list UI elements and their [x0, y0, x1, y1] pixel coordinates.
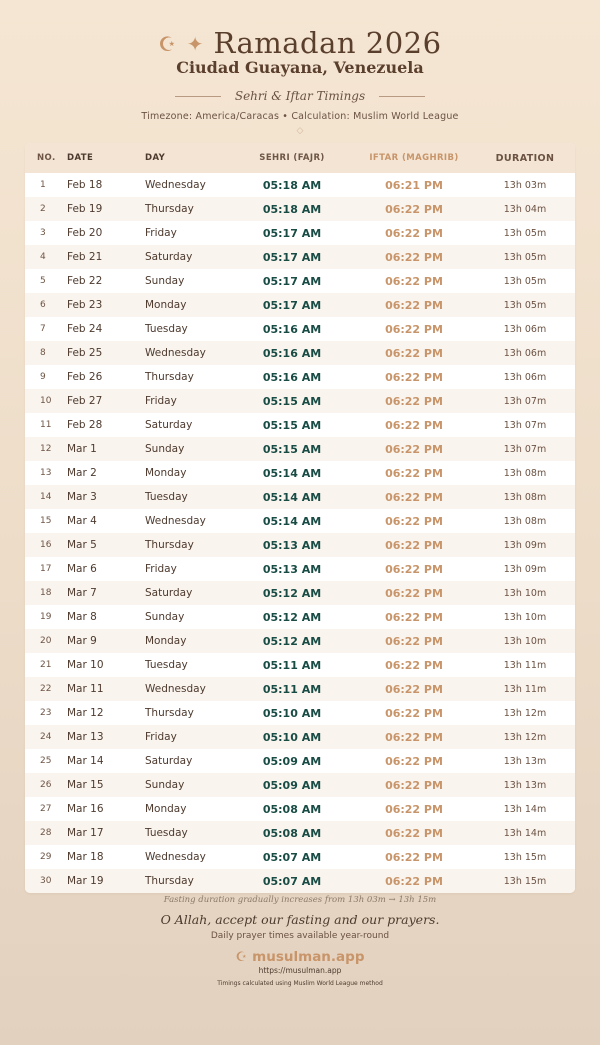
subtitle-row	[0, 89, 600, 103]
row-iftar-time: 06:22 PM	[385, 610, 443, 624]
row-date: Feb 21	[67, 251, 103, 263]
table-row	[25, 845, 575, 869]
table-row	[25, 629, 575, 653]
row-duration: 13h 08m	[503, 491, 547, 503]
row-no: 9	[40, 372, 46, 382]
row-no: 10	[40, 396, 52, 406]
page-header	[0, 0, 600, 138]
row-duration: 13h 06m	[503, 347, 547, 359]
row-day: Monday	[145, 467, 187, 479]
row-date: Feb 24	[67, 323, 103, 335]
row-date: Feb 27	[67, 395, 103, 407]
row-day: Wednesday	[145, 179, 206, 191]
row-sehri-time: 05:16 AM	[262, 322, 322, 336]
row-iftar-time: 06:22 PM	[385, 874, 443, 888]
table-row	[25, 605, 575, 629]
row-day: Friday	[145, 395, 177, 407]
row-iftar-time: 06:22 PM	[385, 754, 443, 768]
row-duration: 13h 03m	[503, 179, 547, 191]
row-iftar-time: 06:22 PM	[385, 514, 443, 528]
row-duration: 13h 09m	[503, 539, 547, 551]
row-date: Mar 14	[67, 755, 104, 767]
row-no: 7	[40, 324, 46, 334]
row-day: Sunday	[145, 275, 185, 287]
table-row	[25, 653, 575, 677]
row-date: Mar 19	[67, 875, 104, 887]
row-date: Mar 10	[67, 659, 104, 671]
row-iftar-time: 06:22 PM	[385, 346, 443, 360]
row-no: 13	[40, 468, 52, 478]
row-sehri-time: 05:17 AM	[262, 298, 322, 312]
row-iftar-time: 06:22 PM	[385, 226, 443, 240]
timings-table	[25, 143, 575, 893]
row-duration: 13h 14m	[503, 827, 547, 839]
row-no: 4	[40, 252, 46, 262]
row-iftar-time: 06:22 PM	[385, 274, 443, 288]
method-note: Timings calculated using Muslim World League method	[217, 980, 383, 987]
row-iftar-time: 06:22 PM	[385, 826, 443, 840]
row-no: 15	[40, 516, 52, 526]
row-date: Mar 16	[67, 803, 104, 815]
table-row	[25, 557, 575, 581]
row-sehri-time: 05:18 AM	[262, 178, 322, 192]
row-sehri-time: 05:12 AM	[262, 610, 322, 624]
row-sehri-time: 05:11 AM	[262, 682, 322, 696]
title-row	[0, 26, 600, 60]
row-sehri-time: 05:14 AM	[262, 490, 322, 504]
table-row	[25, 269, 575, 293]
table-row	[25, 533, 575, 557]
row-day: Saturday	[145, 251, 193, 263]
row-day: Friday	[145, 563, 177, 575]
row-day: Saturday	[145, 755, 193, 767]
header-sehri: SEHRI (FAJR)	[259, 153, 325, 163]
row-no: 19	[40, 612, 52, 622]
row-day: Thursday	[145, 875, 194, 887]
row-iftar-time: 06:22 PM	[385, 202, 443, 216]
row-sehri-time: 05:11 AM	[262, 658, 322, 672]
row-date: Feb 23	[67, 299, 103, 311]
row-sehri-time: 05:16 AM	[262, 346, 322, 360]
row-day: Thursday	[145, 371, 194, 383]
row-no: 18	[40, 588, 52, 598]
row-duration: 13h 10m	[503, 635, 547, 647]
row-day: Thursday	[145, 707, 194, 719]
row-date: Mar 11	[67, 683, 104, 695]
row-day: Saturday	[145, 587, 193, 599]
table-row	[25, 365, 575, 389]
row-iftar-time: 06:21 PM	[385, 178, 443, 192]
header-duration: DURATION	[495, 152, 555, 164]
row-date: Feb 26	[67, 371, 103, 383]
row-day: Friday	[145, 731, 177, 743]
table-row	[25, 509, 575, 533]
row-no: 2	[40, 204, 46, 214]
row-sehri-time: 05:18 AM	[262, 202, 322, 216]
website-link[interactable]: https://musulman.app	[258, 966, 342, 975]
row-date: Feb 25	[67, 347, 103, 359]
row-no: 21	[40, 660, 52, 670]
table-row	[25, 341, 575, 365]
row-no: 29	[40, 852, 52, 862]
row-date: Feb 22	[67, 275, 103, 287]
row-day: Monday	[145, 635, 187, 647]
row-duration: 13h 11m	[503, 683, 547, 695]
row-sehri-time: 05:16 AM	[262, 370, 322, 384]
row-iftar-time: 06:22 PM	[385, 730, 443, 744]
row-duration: 13h 05m	[503, 275, 547, 287]
divider-left	[175, 96, 221, 97]
row-day: Monday	[145, 803, 187, 815]
row-no: 27	[40, 804, 52, 814]
row-sehri-time: 05:09 AM	[262, 778, 322, 792]
row-date: Mar 4	[67, 515, 97, 527]
row-iftar-time: 06:22 PM	[385, 466, 443, 480]
row-duration: 13h 07m	[503, 395, 547, 407]
row-sehri-time: 05:13 AM	[262, 538, 322, 552]
dua-text: O Allah, accept our fasting and our prayers.	[160, 912, 440, 927]
row-duration: 13h 12m	[503, 731, 547, 743]
row-no: 30	[40, 876, 52, 886]
row-no: 1	[40, 180, 46, 190]
table-row	[25, 581, 575, 605]
crescent-star-icon: ☪ ✦	[158, 32, 206, 56]
row-sehri-time: 05:07 AM	[262, 850, 322, 864]
table-row	[25, 413, 575, 437]
row-date: Mar 7	[67, 587, 97, 599]
row-duration: 13h 07m	[503, 419, 547, 431]
row-duration: 13h 08m	[503, 515, 547, 527]
row-no: 22	[40, 684, 52, 694]
header-day: DAY	[145, 153, 166, 163]
row-day: Thursday	[145, 203, 194, 215]
row-iftar-time: 06:22 PM	[385, 682, 443, 696]
row-duration: 13h 05m	[503, 251, 547, 263]
row-duration: 13h 08m	[503, 467, 547, 479]
row-iftar-time: 06:22 PM	[385, 562, 443, 576]
row-iftar-time: 06:22 PM	[385, 706, 443, 720]
row-iftar-time: 06:22 PM	[385, 250, 443, 264]
row-iftar-time: 06:22 PM	[385, 658, 443, 672]
brand-row[interactable]	[0, 949, 600, 965]
row-day: Tuesday	[145, 659, 188, 671]
row-date: Feb 20	[67, 227, 103, 239]
row-iftar-time: 06:22 PM	[385, 778, 443, 792]
row-duration: 13h 12m	[503, 707, 547, 719]
table-row	[25, 701, 575, 725]
row-no: 20	[40, 636, 52, 646]
table-row	[25, 869, 575, 893]
row-sehri-time: 05:14 AM	[262, 514, 322, 528]
row-duration: 13h 11m	[503, 659, 547, 671]
row-duration: 13h 10m	[503, 611, 547, 623]
row-sehri-time: 05:12 AM	[262, 634, 322, 648]
row-duration: 13h 15m	[503, 851, 547, 863]
header-iftar: IFTAR (MAGHRIB)	[369, 153, 459, 163]
row-day: Monday	[145, 299, 187, 311]
row-date: Mar 9	[67, 635, 97, 647]
row-sehri-time: 05:10 AM	[262, 730, 322, 744]
table-row	[25, 245, 575, 269]
table-row	[25, 197, 575, 221]
row-duration: 13h 09m	[503, 563, 547, 575]
row-no: 17	[40, 564, 52, 574]
row-day: Wednesday	[145, 683, 206, 695]
row-no: 24	[40, 732, 52, 742]
row-sehri-time: 05:15 AM	[262, 394, 322, 408]
row-duration: 13h 13m	[503, 779, 547, 791]
row-iftar-time: 06:22 PM	[385, 634, 443, 648]
duration-note: Fasting duration gradually increases from 13h 03m → 13h 15m	[163, 895, 437, 905]
row-date: Feb 18	[67, 179, 103, 191]
row-date: Mar 17	[67, 827, 104, 839]
row-duration: 13h 14m	[503, 803, 547, 815]
row-sehri-time: 05:12 AM	[262, 586, 322, 600]
crescent-icon: ☪	[235, 949, 248, 965]
row-day: Tuesday	[145, 827, 188, 839]
table-row	[25, 749, 575, 773]
row-no: 8	[40, 348, 46, 358]
table-row	[25, 437, 575, 461]
table-row	[25, 485, 575, 509]
row-date: Mar 2	[67, 467, 97, 479]
row-sehri-time: 05:17 AM	[262, 226, 322, 240]
row-no: 5	[40, 276, 46, 286]
row-date: Mar 12	[67, 707, 104, 719]
table-row	[25, 797, 575, 821]
row-iftar-time: 06:22 PM	[385, 418, 443, 432]
row-sehri-time: 05:15 AM	[262, 442, 322, 456]
table-row	[25, 725, 575, 749]
row-no: 23	[40, 708, 52, 718]
row-sehri-time: 05:13 AM	[262, 562, 322, 576]
table-row	[25, 293, 575, 317]
row-day: Wednesday	[145, 851, 206, 863]
row-no: 12	[40, 444, 52, 454]
row-day: Sunday	[145, 443, 185, 455]
row-no: 16	[40, 540, 52, 550]
row-duration: 13h 15m	[503, 875, 547, 887]
table-row	[25, 821, 575, 845]
row-date: Mar 6	[67, 563, 97, 575]
row-iftar-time: 06:22 PM	[385, 850, 443, 864]
row-sehri-time: 05:10 AM	[262, 706, 322, 720]
row-date: Mar 1	[67, 443, 97, 455]
divider-right	[379, 96, 425, 97]
row-iftar-time: 06:22 PM	[385, 394, 443, 408]
row-iftar-time: 06:22 PM	[385, 298, 443, 312]
row-sehri-time: 05:08 AM	[262, 826, 322, 840]
row-day: Friday	[145, 227, 177, 239]
row-no: 3	[40, 228, 46, 238]
row-day: Thursday	[145, 539, 194, 551]
row-date: Feb 28	[67, 419, 103, 431]
diamond-ornament-icon: ◇	[296, 126, 304, 136]
row-no: 14	[40, 492, 52, 502]
row-no: 11	[40, 420, 52, 430]
row-date: Mar 13	[67, 731, 104, 743]
row-date: Mar 18	[67, 851, 104, 863]
row-sehri-time: 05:08 AM	[262, 802, 322, 816]
row-date: Mar 8	[67, 611, 97, 623]
row-duration: 13h 13m	[503, 755, 547, 767]
row-day: Wednesday	[145, 515, 206, 527]
row-day: Saturday	[145, 419, 193, 431]
row-duration: 13h 05m	[503, 227, 547, 239]
table-row	[25, 389, 575, 413]
row-sehri-time: 05:15 AM	[262, 418, 322, 432]
page-footer	[0, 895, 600, 987]
row-sehri-time: 05:14 AM	[262, 466, 322, 480]
row-iftar-time: 06:22 PM	[385, 586, 443, 600]
row-duration: 13h 05m	[503, 299, 547, 311]
row-iftar-time: 06:22 PM	[385, 370, 443, 384]
row-date: Mar 15	[67, 779, 104, 791]
row-sehri-time: 05:17 AM	[262, 250, 322, 264]
row-sehri-time: 05:09 AM	[262, 754, 322, 768]
row-sehri-time: 05:07 AM	[262, 874, 322, 888]
table-row	[25, 677, 575, 701]
row-date: Feb 19	[67, 203, 103, 215]
table-row	[25, 221, 575, 245]
row-no: 26	[40, 780, 52, 790]
page-title: Ramadan 2026	[213, 26, 442, 60]
row-iftar-time: 06:22 PM	[385, 322, 443, 336]
row-iftar-time: 06:22 PM	[385, 490, 443, 504]
brand-name[interactable]: musulman.app	[252, 949, 365, 965]
row-duration: 13h 04m	[503, 203, 547, 215]
table-row	[25, 173, 575, 197]
table-row	[25, 461, 575, 485]
row-no: 25	[40, 756, 52, 766]
row-duration: 13h 06m	[503, 323, 547, 335]
header-no: NO.	[37, 153, 56, 163]
row-day: Sunday	[145, 611, 185, 623]
timezone-info: Timezone: America/Caracas • Calculation: Muslim World League	[141, 111, 459, 122]
row-date: Mar 5	[67, 539, 97, 551]
row-duration: 13h 06m	[503, 371, 547, 383]
row-no: 6	[40, 300, 46, 310]
city-name: Ciudad Guayana, Venezuela	[176, 58, 424, 77]
table-body	[25, 173, 575, 893]
table-row	[25, 773, 575, 797]
row-duration: 13h 10m	[503, 587, 547, 599]
row-date: Mar 3	[67, 491, 97, 503]
row-iftar-time: 06:22 PM	[385, 442, 443, 456]
row-iftar-time: 06:22 PM	[385, 538, 443, 552]
row-day: Wednesday	[145, 347, 206, 359]
row-day: Tuesday	[145, 491, 188, 503]
header-date: DATE	[67, 153, 94, 163]
table-header	[25, 143, 575, 173]
row-iftar-time: 06:22 PM	[385, 802, 443, 816]
table-row	[25, 317, 575, 341]
row-sehri-time: 05:17 AM	[262, 274, 322, 288]
row-duration: 13h 07m	[503, 443, 547, 455]
row-day: Sunday	[145, 779, 185, 791]
subtitle: Sehri & Iftar Timings	[234, 89, 366, 103]
row-no: 28	[40, 828, 52, 838]
daily-times-note: Daily prayer times available year-round	[210, 931, 390, 941]
row-day: Tuesday	[145, 323, 188, 335]
